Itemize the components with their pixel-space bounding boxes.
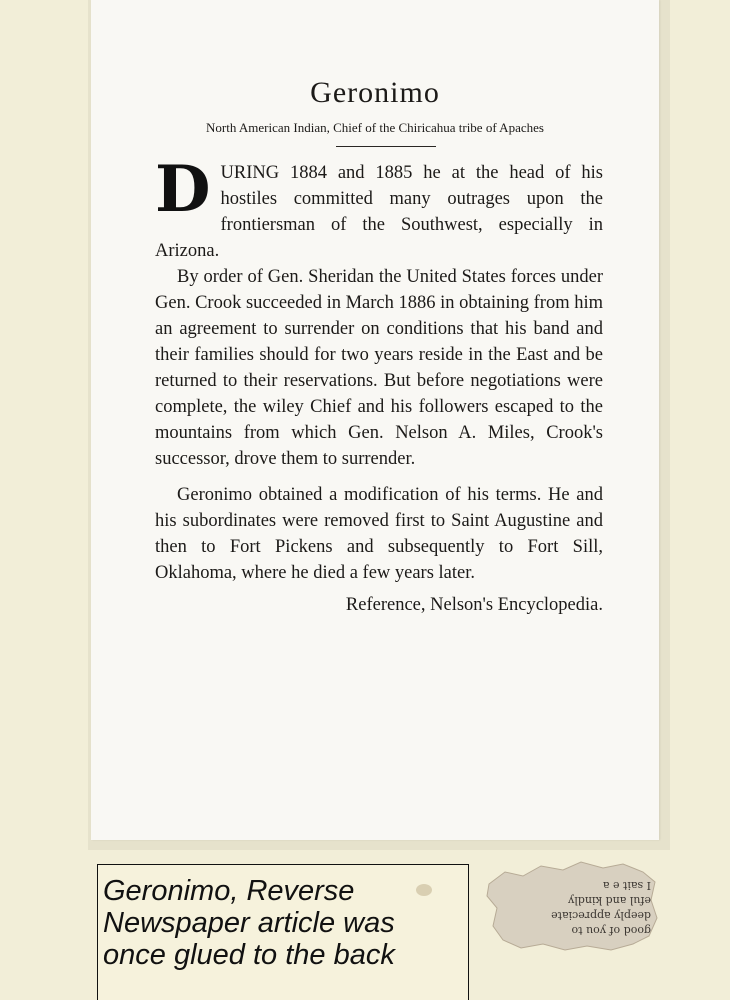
scrap-line: eful and kindly: [568, 894, 651, 907]
page-subtitle: North American Indian, Chief of the Chiricahua tribe of Apaches: [206, 120, 544, 135]
newspaper-scrap: [483, 860, 661, 952]
reference-line: Reference, Nelson's Encyclopedia.: [345, 595, 603, 615]
drop-cap-initial: D: [155, 152, 211, 227]
paragraph-1-text: URING 1884 and 1885 he at the head of his hostiles committed many outrages upon the frontiersman of the Southwest, especially in Arizona.: [155, 163, 603, 261]
paragraph-2: By order of Gen. Sheridan the United States forces under Gen. Crook succeeded in March 1886 in obtaining from him an agreement to surrender on conditions that his band and their families should for two years reside in the East and be returned to their reservations. But before negotiations were complete, the wiley Chief and his followers escaped to the mountains from which Gen. Nelson A. Miles, Crook's successor, drove them to surrender.: [155, 267, 604, 469]
page-title: Geronimo: [310, 76, 440, 109]
caption-line: Newspaper article was: [103, 907, 395, 939]
scrap-text: [491, 878, 651, 938]
article-body: [155, 152, 604, 618]
caption-line: Geronimo, Reverse: [103, 875, 355, 907]
scrap-line: I sait e a: [602, 879, 651, 892]
paper-speck: [416, 884, 432, 896]
caption-box: [97, 864, 469, 1000]
caption-line: once glued to the back: [103, 939, 395, 971]
scrap-line: deeply appreciate: [551, 909, 651, 922]
scrap-line: good of you to: [571, 924, 651, 937]
caption-text: [103, 875, 465, 971]
title-divider: [336, 146, 436, 147]
paragraph-3: Geronimo obtained a modification of his terms. He and his subordinates were removed first to Saint Augustine and then to Fort Pickens and subsequently to Fort Sill, Oklahoma, where he died a few years later.: [155, 485, 603, 583]
paragraph-1: [155, 152, 603, 264]
document-sheet: [91, 0, 659, 840]
